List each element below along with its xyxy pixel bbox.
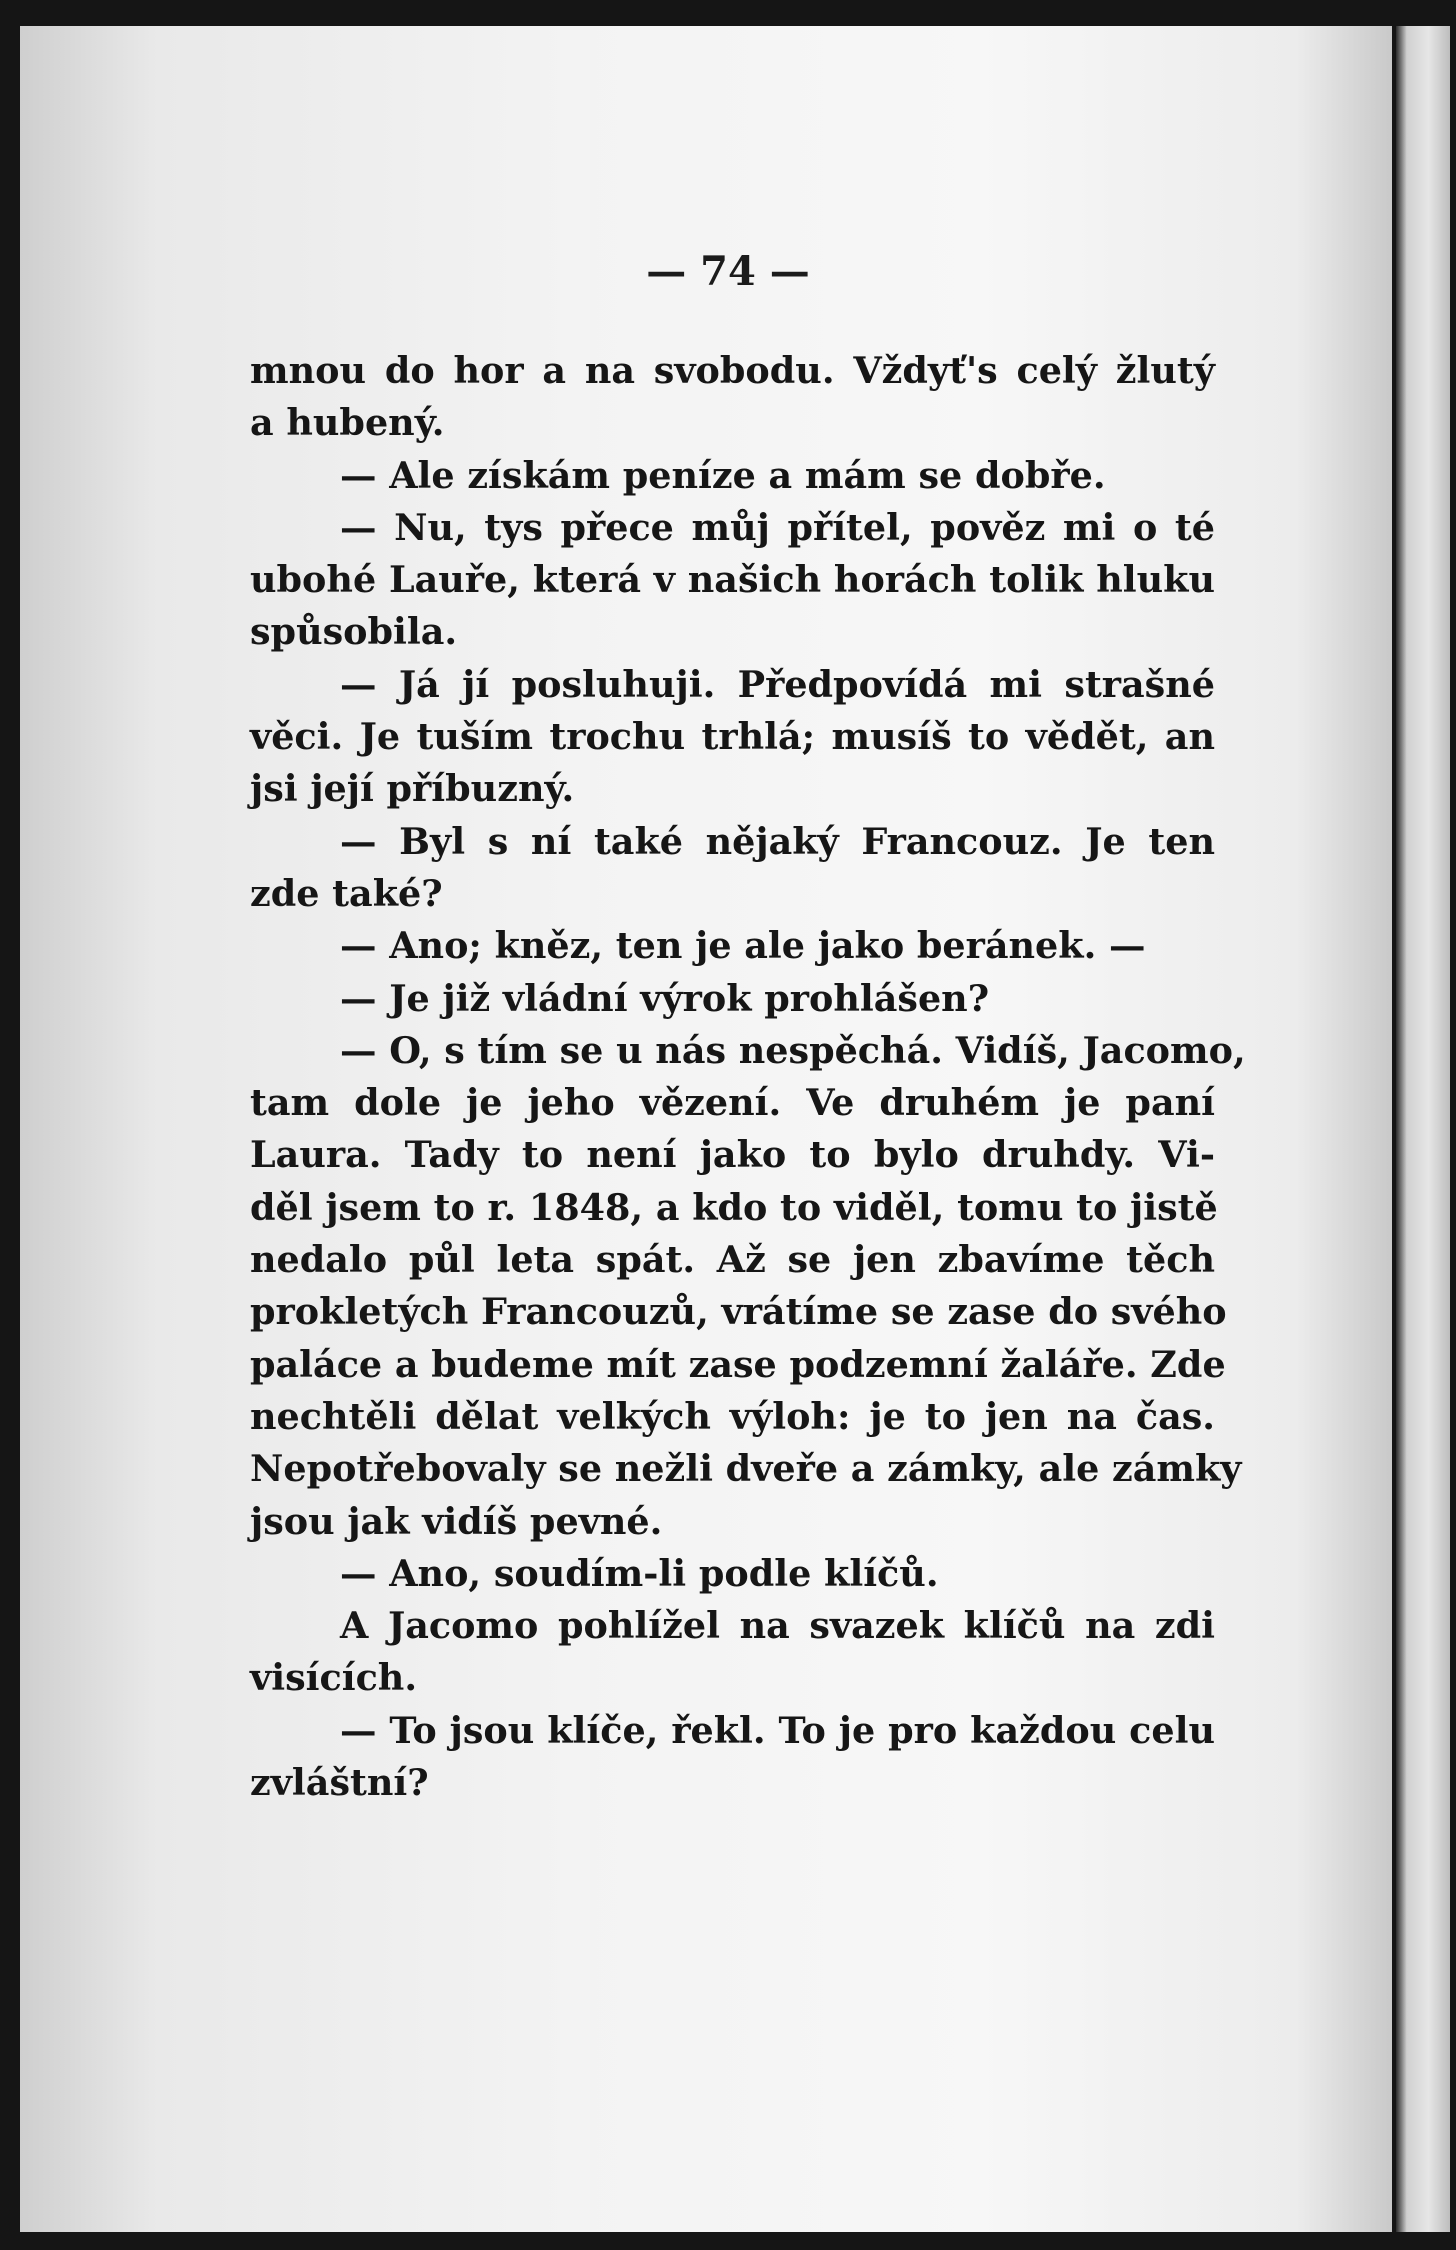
text-line: jsi její příbuzný. bbox=[250, 767, 575, 811]
text-line: ubohé Lauře, která v našich horách tolik hluku bbox=[250, 558, 1215, 602]
text-line: — Je již vládní výrok prohlášen? bbox=[340, 976, 990, 1020]
text-line: zvláštní? bbox=[250, 1761, 429, 1805]
text-line: mnou do hor a na svobodu. Vždyť's celý žlutý bbox=[250, 349, 1215, 392]
text-line: prokletých Francouzů, vrátíme se zase do svého bbox=[250, 1290, 1227, 1334]
text-line: spůsobila. bbox=[250, 610, 458, 654]
text-line: nedalo půl leta spát. Až se jen zbavíme těch bbox=[250, 1238, 1215, 1282]
text-line: — Ano, soudím-li podle klíčů. bbox=[340, 1551, 939, 1595]
text-line: — Byl s ní také nějaký Francouz. Je ten bbox=[340, 819, 1215, 863]
text-line: — Ano; kněz, ten je ale jako beránek. — bbox=[340, 924, 1146, 968]
text-line: děl jsem to r. 1848, a kdo to viděl, tomu to jistě bbox=[250, 1185, 1218, 1229]
text-line: Laura. Tady to není jako to bylo druhdy. Vi- bbox=[250, 1133, 1215, 1177]
adjacent-page-edge bbox=[1396, 26, 1450, 2232]
text-line: A Jacomo pohlížel na svazek klíčů na zdi bbox=[340, 1604, 1215, 1648]
text-line: — To jsou klíče, řekl. To je pro každou celu bbox=[340, 1708, 1215, 1752]
text-line: zde také? bbox=[250, 871, 443, 915]
text-line: a hubený. bbox=[250, 401, 445, 445]
page-text bbox=[250, 345, 1246, 1809]
text-line: visících. bbox=[250, 1656, 418, 1700]
text-line: věci. Je tuším trochu trhlá; musíš to vědět, an bbox=[250, 715, 1215, 759]
text-line: paláce a budeme mít zase podzemní žaláře. Zde bbox=[250, 1342, 1226, 1386]
page-number: — 74 — bbox=[646, 248, 810, 295]
text-line: Nepotřebovaly se nežli dveře a zámky, ale zámky bbox=[250, 1447, 1242, 1491]
text-line: — Já jí posluhuji. Předpovídá mi strašné bbox=[340, 662, 1215, 706]
text-line: nechtěli dělat velkých výloh: je to jen na čas. bbox=[250, 1394, 1215, 1438]
text-line: — Nu, tys přece můj přítel, pověz mi o té bbox=[340, 505, 1215, 549]
text-line: — Ale získám peníze a mám se dobře. bbox=[340, 453, 1106, 497]
text-line: jsou jak vidíš pevné. bbox=[250, 1499, 663, 1543]
text-line: — O, s tím se u nás nespěchá. Vidíš, Jacomo, bbox=[340, 1028, 1246, 1072]
text-line: tam dole je jeho vězení. Ve druhém je paní bbox=[250, 1081, 1215, 1125]
